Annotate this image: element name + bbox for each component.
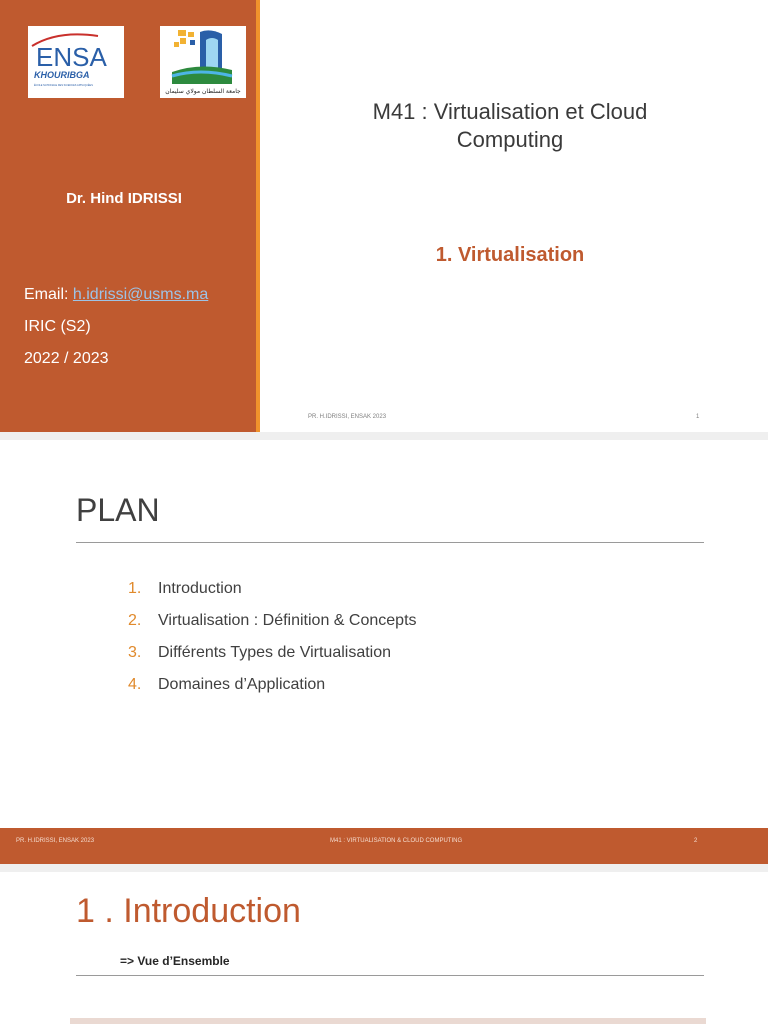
plan-item: [128, 676, 325, 694]
email-label: Email:: [24, 286, 73, 303]
plan-item: [128, 644, 391, 662]
section-title: 1 . Introduction: [76, 892, 301, 930]
plan-item-text: Virtualisation : Définition & Concepts: [158, 612, 417, 629]
plan-item-number: 4.: [128, 676, 142, 693]
university-logo-caption: جامعة السلطان مولاي سليمان: [165, 88, 241, 95]
slide-1-page-number: 1: [696, 414, 700, 420]
plan-item-text: Domaines d’Application: [158, 676, 326, 693]
slide-2: [0, 440, 768, 864]
course-title: [300, 98, 720, 154]
plan-item: [128, 580, 242, 598]
slide-gap: [0, 432, 768, 440]
plan-item-text: Différents Types de Virtualisation: [158, 644, 392, 661]
email-line: [24, 286, 208, 304]
ensa-logo-tagline: ÉCOLE NATIONALE DES SCIENCES APPLIQUÉES: [34, 84, 93, 87]
author-name: Dr. Hind IDRISSI: [66, 190, 182, 207]
slide-2-footer-center: M41 : VIRTUALISATION & CLOUD COMPUTING: [330, 838, 463, 844]
course-title-line-1: M41 : Virtualisation et Cloud: [372, 99, 648, 124]
title-divider: [76, 542, 704, 543]
slide-1: [0, 0, 768, 432]
slide-gap: [0, 864, 768, 872]
section-subtitle: => Vue d’Ensemble: [120, 954, 230, 968]
slide-2-footer-left: PR. H.IDRISSI, ENSAK 2023: [16, 838, 95, 844]
slide-3: [0, 872, 768, 1024]
content-box: [70, 1018, 706, 1024]
plan-item: [128, 612, 417, 630]
program-label: IRIC (S2): [24, 318, 91, 335]
slide-2-page-number: 2: [694, 838, 698, 844]
ensa-logo: [28, 26, 124, 98]
accent-stripe: [256, 0, 260, 432]
ensa-logo-city: KHOURIBGA: [34, 70, 90, 80]
ensa-logo-main: ENSA: [36, 42, 107, 72]
academic-year: 2022 / 2023: [24, 350, 109, 367]
course-title-line-2: Computing: [456, 127, 564, 152]
plan-title: PLAN: [76, 492, 160, 528]
plan-item-number: 1.: [128, 580, 142, 597]
plan-item-number: 2.: [128, 612, 142, 629]
section-divider: [76, 975, 704, 976]
university-logo: [160, 26, 246, 98]
slide-1-footer: PR. H.IDRISSI, ENSAK 2023: [308, 414, 387, 420]
plan-item-number: 3.: [128, 644, 142, 661]
chapter-title: 1. Virtualisation: [435, 244, 585, 266]
email-link[interactable]: h.idrissi@usms.ma: [72, 286, 209, 303]
slide-2-footer-bar: [0, 828, 768, 864]
plan-item-text: Introduction: [158, 580, 242, 597]
